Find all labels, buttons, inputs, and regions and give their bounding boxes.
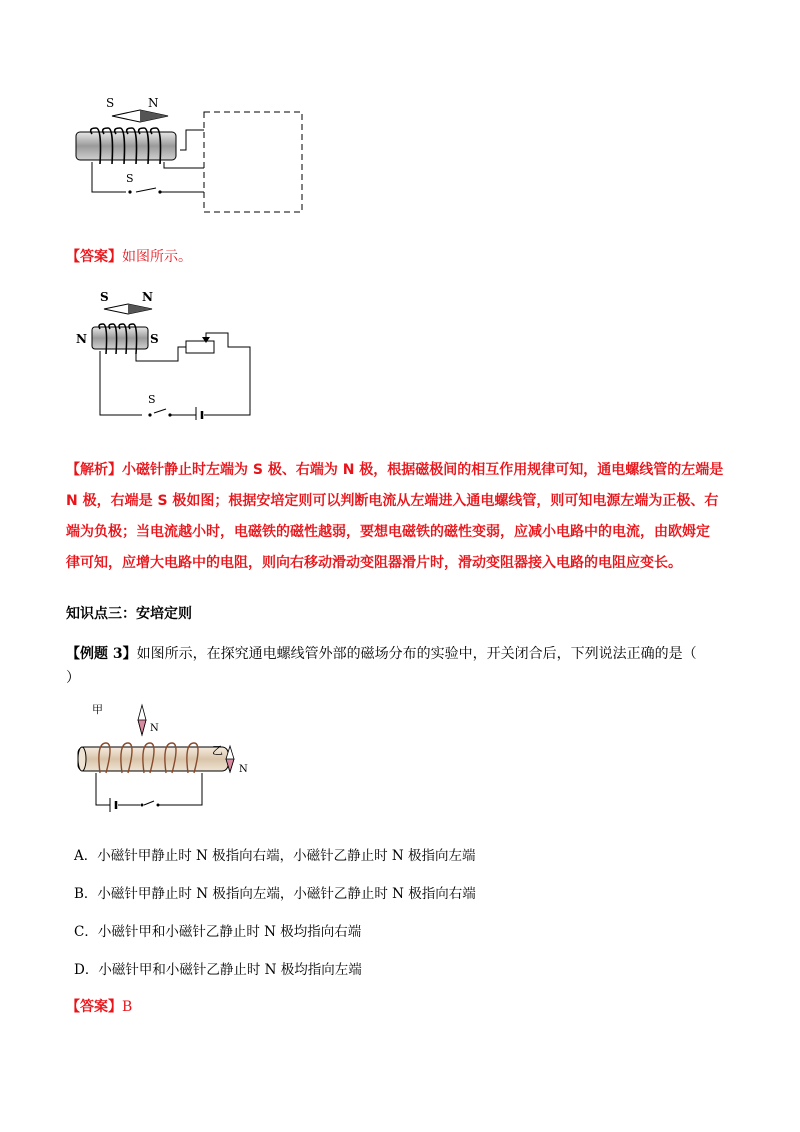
needle-s-label: S (106, 96, 115, 110)
option-d[interactable]: D．小磁针甲和小磁针乙静止时 N 极均指向左端 (74, 962, 362, 978)
answer-2-tag: 【答案】 (66, 999, 122, 1015)
analysis-tag: 【解析】 (66, 462, 122, 478)
compass-jia (138, 705, 146, 735)
answer-2 (66, 996, 132, 1016)
switch-label: S (126, 172, 134, 185)
answer-1-tag: 【答案】 (66, 249, 122, 265)
option-c[interactable]: C．小磁针甲和小磁针乙静止时 N 极均指向右端 (74, 924, 362, 940)
label-jia: 甲 (92, 703, 103, 716)
needle-s-label: S (100, 290, 109, 304)
wires (96, 773, 202, 805)
analysis (66, 455, 746, 579)
analysis-line-3: 端为负极；当电流越小时，电磁铁的磁性越弱，要想电磁铁的磁性变弱，应减小电路中的电流，由欧姆定 (66, 524, 710, 540)
switch-label: S (148, 393, 156, 406)
analysis-line-4: 律可知，应增大电路中的电阻，则向右移动滑动变阻器滑片时，滑动变阻器接入电路的电阻应变长。 (66, 555, 682, 571)
figure-compass-yi (212, 742, 272, 782)
dashed-box (204, 112, 302, 212)
needle-n-label: N (148, 96, 159, 110)
compass-needle (112, 110, 168, 122)
analysis-line-1: 小磁针静止时左端为 S 极、右端为 N 极，根据磁极间的相互作用规律可知，通电螺线管的左端是 (122, 462, 724, 478)
example-close: ） (66, 670, 80, 686)
rheostat (186, 341, 214, 353)
answer-2-value: B (122, 999, 133, 1015)
answer-1-text: 如图所示。 (122, 249, 192, 265)
compass-yi (226, 746, 234, 772)
figure-solenoid-circuit-1 (60, 90, 320, 220)
answer-1 (66, 246, 192, 266)
option-a[interactable]: A．小磁针甲静止时 N 极指向右端，小磁针乙静止时 N 极指向左端 (74, 848, 476, 864)
solenoid-n-label: N (76, 332, 87, 346)
battery-icon (110, 798, 116, 812)
example-text: 如图所示，在探究通电螺线管外部的磁场分布的实验中，开关闭合后，下列说法正确的是（ (136, 646, 697, 662)
example-question (66, 642, 756, 690)
solenoid-s-label: S (150, 332, 159, 346)
battery-icon (196, 407, 202, 420)
section-title: 知识点三：安培定则 (66, 606, 192, 622)
example-tag: 【例题 3】 (66, 646, 137, 662)
analysis-line-2: N 极，右端是 S 极如图；根据安培定则可以判断电流从左端进入通电螺线管，则可知电源左端为正极、右 (66, 493, 719, 509)
needle-n-label: N (142, 290, 153, 304)
label-n-yi: N (239, 764, 248, 775)
label-n-jia: N (150, 723, 159, 734)
label-yi: 乙 (212, 744, 223, 757)
compass-needle (104, 304, 152, 314)
option-b[interactable]: B．小磁针甲静止时 N 极指向左端，小磁针乙静止时 N 极指向右端 (74, 886, 476, 902)
figure-solenoid-circuit-2 (70, 285, 260, 420)
iron-core (92, 327, 148, 349)
